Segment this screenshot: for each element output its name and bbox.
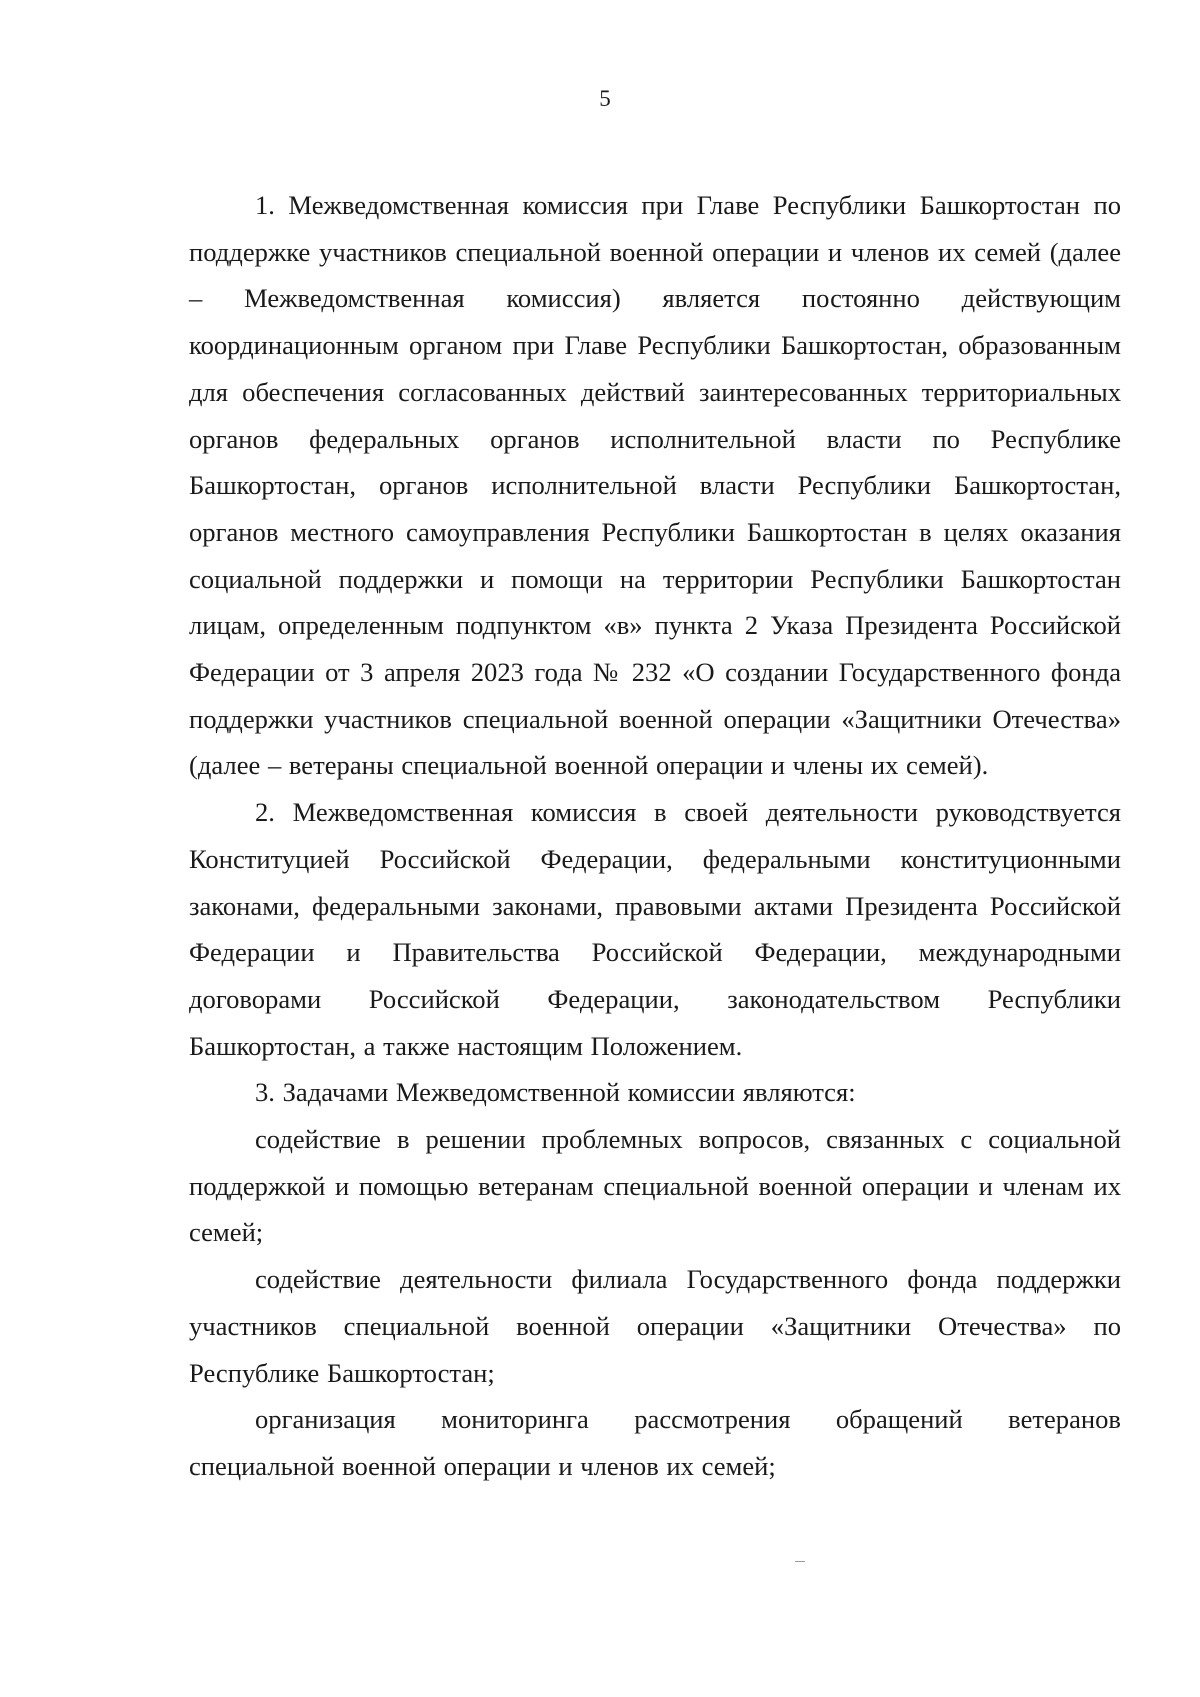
document-body (189, 182, 1121, 1490)
scan-speck (795, 1561, 805, 1562)
paragraph-task-2: содействие деятельности филиала Государственного фонда поддержки участников специальной военной операции «Защитники Отечества» по Республике Башкортостан; (189, 1264, 1121, 1388)
paragraph-1: 1. Межведомственная комиссия при Главе Республики Башкортостан по поддержке участников специальной военной операции и членов их семей (далее – Межведомственная комиссия) является постоянно действующим координационным органом при Главе Республики Башкортостан, образованным для обеспечения согласованных действий заинтересованных территориальных органов федеральных органов исполнительной власти по Республике Башкортостан, органов исполнительной власти Республики Башкортостан, органов местного самоуправления Республики Башкортостан в целях оказания социальной поддержки и помощи на территории Республики Башкортостан лицам, определенным подпунктом «в» пункта 2 Указа Президента Российской Федерации от 3 апреля 2023 года № 232 «О создании Государственного фонда поддержки участников специальной военной операции «Защитники Отечества» (далее – ветераны специальной военной операции и члены их семей). (189, 190, 1121, 781)
paragraph-task-1: содействие в решении проблемных вопросов, связанных с социальной поддержкой и помощью ветеранам специальной военной операции и членам их семей; (189, 1124, 1121, 1248)
paragraph-task-3: организация мониторинга рассмотрения обращений ветеранов специальной военной операции и членов их семей; (189, 1404, 1121, 1481)
paragraph-3: 3. Задачами Межведомственной комиссии являются: (255, 1077, 856, 1108)
page-number: 5 (599, 86, 611, 111)
paragraph-2: 2. Межведомственная комиссия в своей деятельности руководствуется Конституцией Российской Федерации, федеральными конституционными законами, федеральными законами, правовыми актами Президента Российской Федерации и Правительства Российской Федерации, международными договорами Российской Федерации, законодательством Республики Башкортостан, а также настоящим Положением. (189, 797, 1121, 1061)
